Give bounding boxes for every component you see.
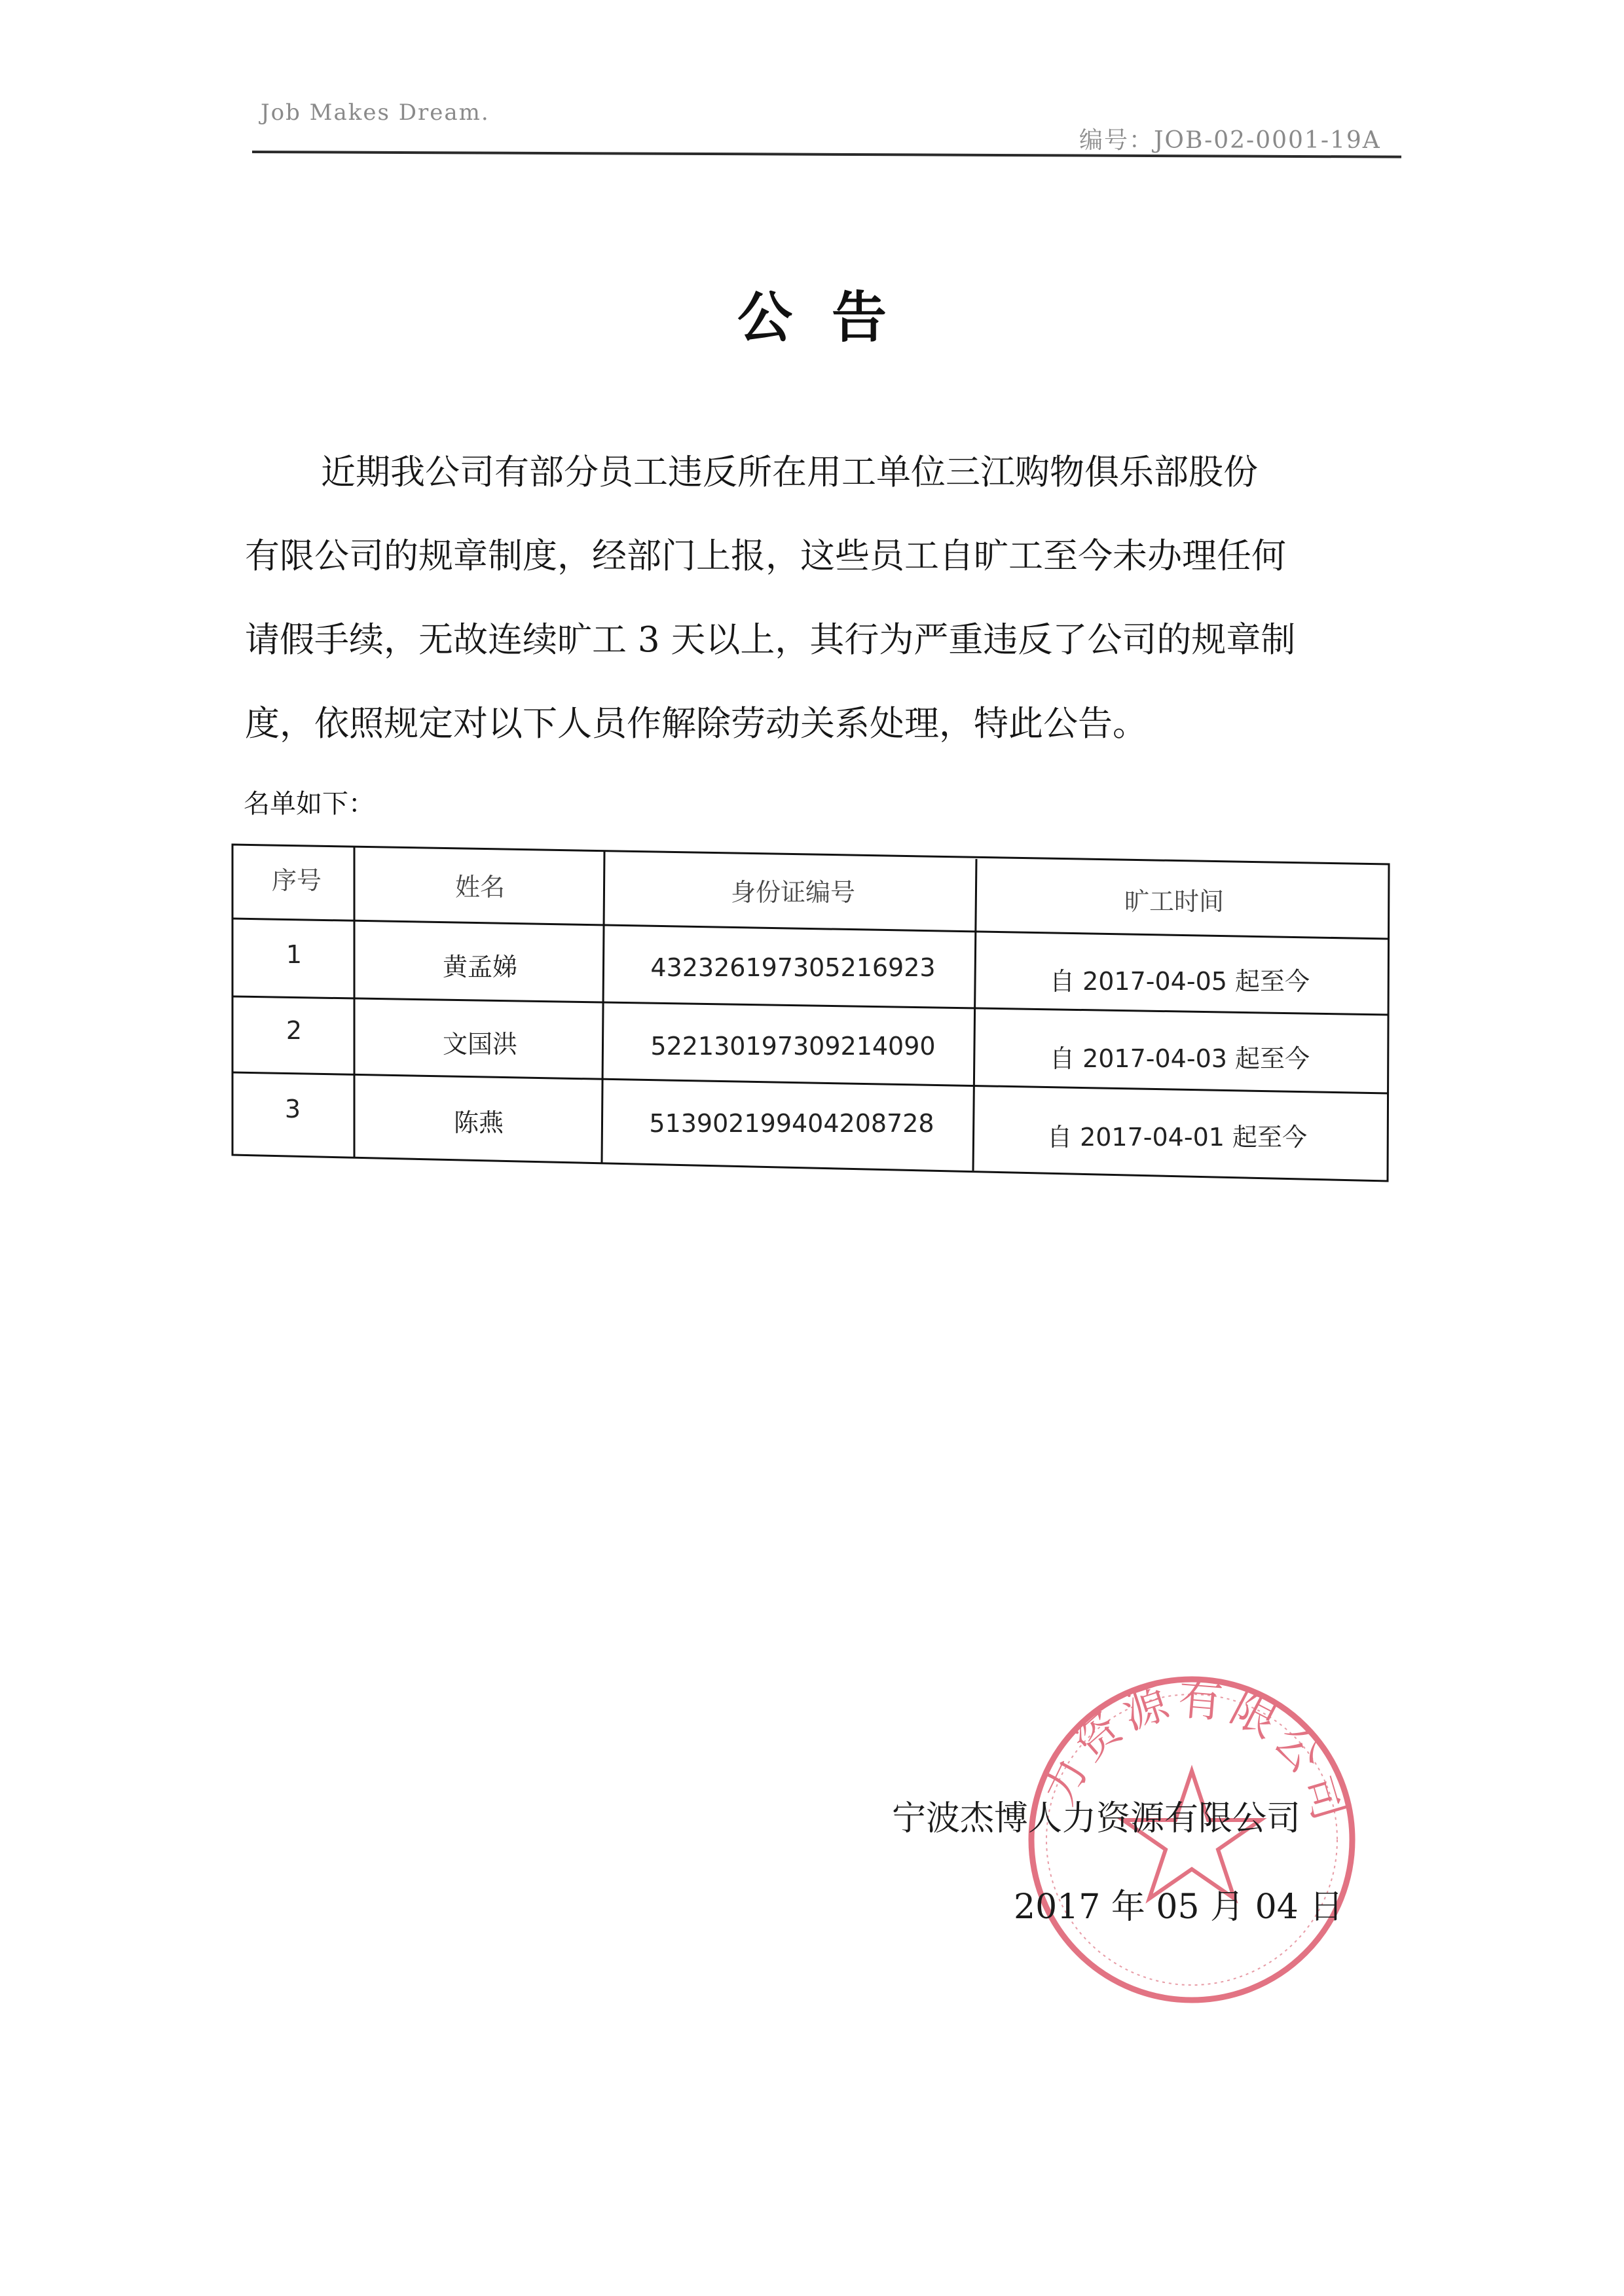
table-row-3-name: 陈燕 — [453, 1108, 504, 1137]
issue-date: 2017 年 05 月 04 日 — [1014, 1887, 1344, 1927]
table-row-3-id: 513902199404208728 — [649, 1109, 934, 1138]
table-row-2-name: 文国洪 — [442, 1030, 518, 1059]
body-line-1: 近期我公司有部分员工违反所在用工单位三江购物俱乐部股份 — [321, 452, 1258, 492]
table-row-1-name: 黄孟娣 — [442, 953, 518, 981]
seal-text: 力资源有限公司 — [1032, 1673, 1357, 1832]
issuer-company: 宁波杰博人力资源有限公司 — [892, 1799, 1301, 1838]
body-line-2: 有限公司的规章制度，经部门上报，这些员工自旷工至今未办理任何 — [245, 536, 1286, 576]
body-line-3: 请假手续，无故连续旷工 3 天以上，其行为严重违反了公司的规章制 — [245, 620, 1296, 660]
company-seal — [1018, 1666, 1365, 2013]
dismissal-table — [231, 843, 1390, 1182]
document-number: 编号：JOB-02-0001-19A — [1079, 127, 1381, 154]
table-row-2-period: 自 2017-04-03 起至今 — [1050, 1044, 1310, 1073]
table-row-1-id: 432326197305216923 — [650, 953, 936, 982]
table-row-3-no: 3 — [284, 1095, 301, 1123]
table-header-name: 姓名 — [454, 873, 506, 902]
body-line-4: 度，依照规定对以下人员作解除劳动关系处理，特此公告。 — [245, 704, 1147, 744]
table-row-2-no: 2 — [286, 1016, 303, 1045]
header-slogan: Job Makes Dream. — [261, 100, 490, 126]
page-title: 公告 — [737, 285, 926, 350]
table-row-1-no: 1 — [286, 940, 303, 969]
table-header-no: 序号 — [271, 866, 322, 895]
table-row-1-period: 自 2017-04-05 起至今 — [1050, 967, 1310, 996]
table-header-period: 旷工时间 — [1124, 887, 1225, 916]
list-label: 名单如下： — [244, 789, 375, 819]
table-header-id: 身份证编号 — [730, 878, 856, 907]
table-row-3-period: 自 2017-04-01 起至今 — [1047, 1123, 1307, 1152]
table-row-2-id: 522130197309214090 — [650, 1032, 936, 1061]
